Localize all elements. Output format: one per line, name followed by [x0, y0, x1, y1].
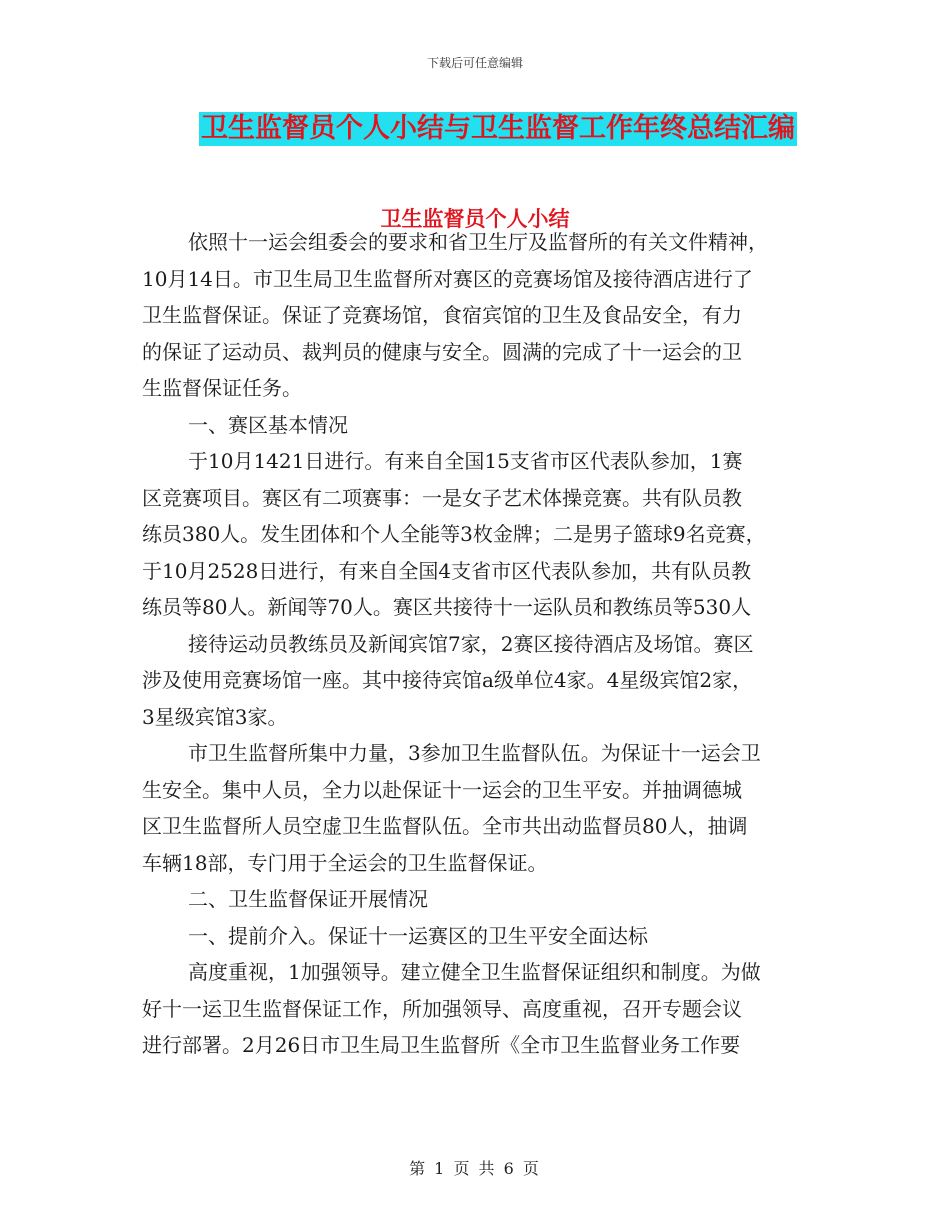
text-line: 3星级宾馆3家。 — [142, 704, 288, 729]
main-title-container — [0, 112, 950, 146]
text-line: 市卫生监督所集中力量，3参加卫生监督队伍。为保证十一运会卫 — [188, 741, 761, 765]
text-line: 的保证了运动员、裁判员的健康与安全。圆满的完成了十一运会的卫 — [142, 339, 742, 364]
text-line: 区卫生监督所人员空虚卫生监督队伍。全市共出动监督员80人，抽调 — [142, 814, 748, 838]
text-line: 车辆18部，专门用于全运会的卫生监督保证。 — [142, 850, 548, 875]
text-line: 生监督保证任务。 — [142, 376, 302, 400]
page-footer: 第 1 页 共 6 页 — [409, 1159, 541, 1178]
main-title: 卫生监督员个人小结与卫生监督工作年终总结汇编 — [201, 113, 795, 144]
page-header-note: 下载后可任意编辑 — [426, 56, 523, 70]
text-line: 二、卫生监督保证开展情况 — [188, 887, 428, 911]
text-line: 生安全。集中人员，全力以赴保证十一运会的卫生平安。并抽调德城 — [142, 777, 742, 802]
text-line: 区竞赛项目。赛区有二项赛事：一是女子艺术体操竞赛。共有队员教 — [142, 485, 742, 510]
text-line: 于10月2528日进行，有来自全国4支省市区代表队参加，共有队员教 — [142, 558, 752, 583]
section-title: 卫生监督员个人小结 — [380, 207, 570, 231]
text-line: 练员等80人。新闻等70人。赛区共接待十一运队员和教练员等530人 — [142, 595, 752, 619]
text-line: 接待运动员教练员及新闻宾馆7家，2赛区接待酒店及场馆。赛区 — [188, 631, 754, 656]
text-line: 卫生监督保证。保证了竞赛场馆，食宿宾馆的卫生及食品安全，有力 — [142, 303, 742, 327]
text-line: 一、提前介入。保证十一运赛区的卫生平安全面达标 — [188, 923, 648, 948]
text-line: 好十一运卫生监督保证工作，所加强领导、高度重视，召开专题会议 — [142, 996, 742, 1021]
text-line: 高度重视，1加强领导。建立健全卫生监督保证组织和制度。为做 — [188, 960, 761, 984]
text-line: 于10月1421日进行。有来自全国15支省市区代表队参加，1赛 — [188, 449, 743, 473]
text-line: 依照十一运会组委会的要求和省卫生厅及监督所的有关文件精神， — [188, 230, 768, 254]
text-line: 10月14日。市卫生局卫生监督所对赛区的竞赛场馆及接待酒店进行了 — [142, 266, 753, 291]
text-line: 一、赛区基本情况 — [188, 412, 348, 437]
body-text — [142, 224, 822, 1064]
text-line: 练员380人。发生团体和个人全能等3枚金牌；二是男子篮球9名竞赛， — [142, 522, 766, 546]
text-line: 涉及使用竞赛场馆一座。其中接待宾馆a级单位4家。4星级宾馆2家， — [142, 668, 753, 692]
text-line: 进行部署。2月26日市卫生局卫生监督所《全市卫生监督业务工作要 — [142, 1033, 741, 1057]
